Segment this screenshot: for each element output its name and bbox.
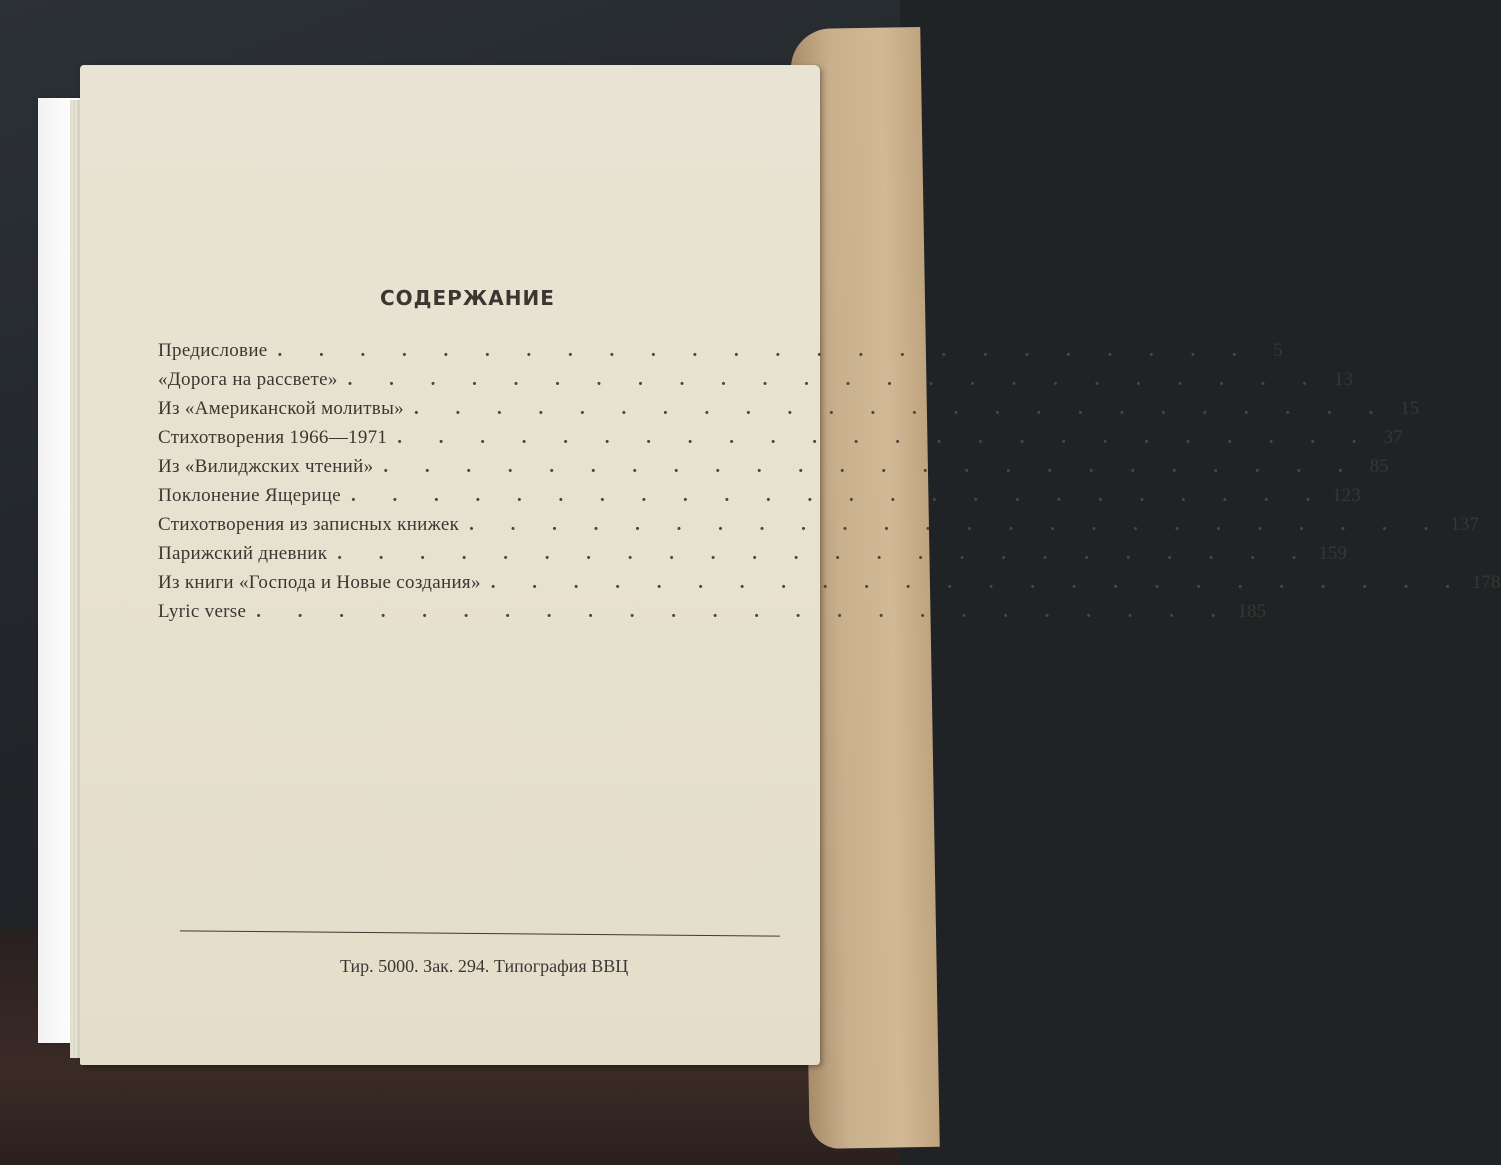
imprint-line: Тир. 5000. Зак. 294. Типография ВВЦ [340, 956, 629, 976]
toc-entry-title: Парижский дневник [158, 543, 328, 564]
table-of-contents [158, 340, 1501, 630]
toc-entry-title: Из книги «Господа и Новые создания» [158, 572, 481, 593]
toc-entry [158, 369, 1353, 398]
toc-leader-dots: . . . . . . . . . . . . . . . . . . . . . . . . [337, 543, 1313, 564]
toc-leader-dots: . . . . . . . . . . . . . . . . . . . . . . . . [350, 485, 1327, 506]
toc-entry-page: 15 [1400, 398, 1420, 419]
toc-entry [158, 398, 1420, 427]
contents-heading: СОДЕРЖАНИЕ [380, 286, 555, 310]
toc-entry-title: Из «Американской молитвы» [158, 398, 404, 419]
toc-entry-page: 13 [1333, 369, 1353, 390]
toc-leader-dots: . . . . . . . . . . . . . . . . . . . . . . . . [490, 572, 1467, 593]
toc-leader-dots: . . . . . . . . . . . . . . . . . . . . . . . . [256, 601, 1232, 622]
toc-entry-title: Стихотворения 1966—1971 [158, 427, 388, 448]
toc-entry [158, 543, 1348, 572]
toc-leader-dots: . . . . . . . . . . . . . . . . . . . . . . . . [383, 456, 1359, 477]
toc-leader-dots: . . . . . . . . . . . . . . . . . . . . . . . . [397, 427, 1373, 448]
toc-leader-dots: . . . . . . . . . . . . . . . . . . . . . . . . [277, 340, 1253, 361]
toc-leader-dots: . . . . . . . . . . . . . . . . . . . . . . . . [347, 369, 1323, 390]
toc-leader-dots: . . . . . . . . . . . . . . . . . . . . . . . . [469, 514, 1445, 535]
toc-entry-title: Поклонение Ящерице [158, 485, 341, 506]
toc-entry-page: 137 [1450, 514, 1479, 535]
toc-entry [158, 456, 1389, 485]
toc-leader-dots: . . . . . . . . . . . . . . . . . . . . . . . . [413, 398, 1390, 419]
toc-entry [158, 601, 1266, 630]
toc-entry [158, 427, 1403, 456]
toc-entry-title: Lyric verse [158, 601, 247, 622]
toc-entry-page: 85 [1369, 456, 1389, 477]
toc-entry [158, 514, 1479, 543]
toc-entry-title: Стихотворения из записных книжек [158, 514, 460, 535]
toc-entry-title: «Дорога на рассвете» [158, 369, 338, 390]
toc-entry-page: 178 [1472, 572, 1501, 593]
toc-entry-page: 185 [1237, 601, 1266, 622]
toc-entry-page: 5 [1273, 340, 1283, 361]
toc-entry-page: 159 [1318, 543, 1348, 564]
toc-entry [158, 340, 1283, 369]
toc-entry [158, 572, 1501, 601]
toc-entry-page: 37 [1383, 427, 1403, 448]
toc-entry-title: Предисловие [158, 340, 268, 361]
toc-entry-page: 123 [1332, 485, 1361, 506]
toc-entry-title: Из «Вилиджских чтений» [158, 456, 374, 477]
toc-entry [158, 485, 1361, 514]
